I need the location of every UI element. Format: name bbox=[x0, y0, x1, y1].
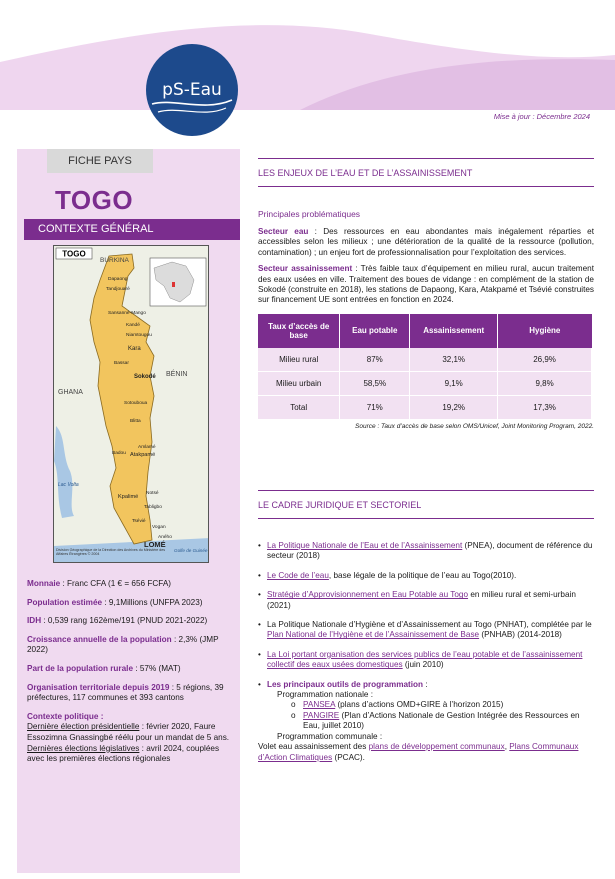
map-credit: Division Géographique de la Direction des Archives du Ministère des Affaires Étrangères © 2004 bbox=[56, 548, 166, 557]
link-pnea[interactable]: La Politique Nationale de l’Eau et de l’Assainissement bbox=[267, 541, 463, 550]
map-city: Notsé bbox=[146, 491, 159, 496]
table-row bbox=[258, 396, 592, 420]
map-water: Golfe de Guinée bbox=[174, 548, 208, 553]
list-item-text: (juin 2010) bbox=[402, 660, 444, 670]
table-cell: 87% bbox=[340, 348, 410, 372]
map-city: Aného bbox=[158, 535, 172, 540]
enjeux-assainissement-label: Secteur assainissement bbox=[258, 264, 353, 274]
table-cell: 32,1% bbox=[410, 348, 498, 372]
table-cell: 9,1% bbox=[410, 372, 498, 396]
table-cell: Total bbox=[258, 396, 340, 420]
context-title: CONTEXTE GÉNÉRAL bbox=[24, 219, 240, 240]
list-item bbox=[258, 650, 594, 671]
map-city: Kandé bbox=[126, 323, 140, 328]
list-item-text: en milieu rural et semi-urbain (2021) bbox=[267, 590, 576, 610]
prog-pangire: o PANGIRE (Plan d’Actions Nationale de Gestion Intégrée des Ressources en Eau, juillet 2010) bbox=[291, 710, 580, 731]
map-neighbor-benin: BÉNIN bbox=[166, 371, 188, 378]
fact-key: Part de la population rurale bbox=[27, 663, 134, 673]
fact-key: IDH bbox=[27, 616, 42, 626]
logo bbox=[144, 42, 240, 138]
volet-text: Volet eau assainissement des plans de développement communaux, Plans Communaux d’Action Climatiques (PCAC). bbox=[258, 742, 579, 762]
map-svg bbox=[54, 246, 209, 563]
map-city: Tabligbo bbox=[144, 505, 162, 510]
logo-text: pS-Eau bbox=[162, 80, 222, 100]
update-date: Mise à jour : Décembre 2024 bbox=[493, 112, 590, 121]
fact-item bbox=[27, 683, 232, 704]
enjeux-subtitle: Principales problématiques bbox=[258, 209, 361, 219]
fact-item bbox=[27, 598, 232, 609]
table-cell: 17,3% bbox=[498, 396, 592, 420]
togo-map bbox=[53, 245, 209, 563]
map-city: Bassar bbox=[114, 361, 129, 366]
fact-value: : Franc CFA (1 € = 656 FCFA) bbox=[60, 579, 172, 588]
politics-leg-label: Dernières élections législatives bbox=[27, 743, 140, 753]
table-header: Taux d’accès de base bbox=[258, 314, 340, 348]
pcac-text: (PCAC). bbox=[332, 752, 365, 762]
table-cell: 19,2% bbox=[410, 396, 498, 420]
fiche-pays-tab: FICHE PAYS bbox=[47, 149, 153, 173]
link-pdc[interactable]: plans de développement communaux bbox=[368, 742, 505, 752]
politics-block bbox=[27, 712, 232, 765]
country-name: TOGO bbox=[55, 185, 134, 215]
fact-value: : 9,1Millions (UNFPA 2023) bbox=[102, 597, 203, 607]
politics-leg-text: : avril 2024, couplées avec les premières élections régionales bbox=[27, 743, 220, 764]
fact-item bbox=[27, 664, 232, 675]
list-item-programming bbox=[258, 680, 594, 742]
fact-value: : 0,539 rang 162ème/191 (PNUD 2021-2022) bbox=[41, 616, 208, 626]
fact-key: Croissance annuelle de la population bbox=[27, 634, 172, 644]
link-strategie-aep[interactable]: Stratégie d’Approvisionnement en Eau Potable au Togo bbox=[267, 590, 469, 600]
fact-item bbox=[27, 635, 232, 656]
map-neighbor-ghana: GHANA bbox=[58, 389, 83, 396]
header-wave bbox=[0, 0, 615, 110]
prog-nationale: Programmation nationale : bbox=[277, 690, 374, 700]
programming-colon: : bbox=[423, 679, 428, 689]
map-city: Vogan bbox=[152, 525, 166, 530]
fact-value: : 5 régions, 39 préfectures, 117 communes et 393 cantons bbox=[27, 682, 224, 703]
link-pansea[interactable]: PANSEA bbox=[303, 700, 336, 710]
link-loi-2010[interactable]: La Loi portant organisation des services publics de l’eau potable et de l’assainissement collectif des eaux usées domestiques bbox=[267, 649, 583, 670]
table-cell: 9,8% bbox=[498, 372, 592, 396]
programming-title: Les principaux outils de programmation bbox=[267, 679, 424, 689]
table-cell: 26,9% bbox=[498, 348, 592, 372]
table-header: Assainissement bbox=[410, 314, 498, 348]
politics-pres-label: Dernière élection présidentielle bbox=[27, 722, 140, 732]
table-cell: Milieu rural bbox=[258, 348, 340, 372]
map-city: Badou bbox=[112, 451, 126, 456]
list-item bbox=[258, 620, 594, 641]
map-city-lome: LOMÉ bbox=[144, 540, 166, 549]
map-city: Tandjouaré bbox=[106, 287, 130, 292]
facts-list bbox=[27, 579, 232, 773]
list-item-text: , base légale de la politique de l’eau au Togo(2010). bbox=[328, 570, 517, 580]
table-cell: 58,5% bbox=[340, 372, 410, 396]
map-city: Niamtougou bbox=[126, 333, 152, 338]
cadre-section bbox=[258, 490, 594, 763]
map-title: TOGO bbox=[62, 249, 86, 259]
list-item-text: La Politique Nationale d’Hygiène et d’Assainissement au Togo (PNHAT), complétée par le bbox=[267, 620, 592, 630]
enjeux-title: LES ENJEUX DE L’EAU ET DE L’ASSAINISSEMENT bbox=[258, 158, 594, 187]
list-item bbox=[258, 571, 594, 581]
map-city: Blitta bbox=[130, 419, 141, 424]
map-city: Amlamé bbox=[138, 445, 156, 450]
enjeux-eau bbox=[258, 227, 594, 258]
enjeux-assainissement bbox=[258, 264, 594, 306]
politics-pres-text: : février 2020, Faure Essozimna Gnassingbé réélu pour un mandat de 5 ans. bbox=[27, 722, 230, 742]
prog-pansea: o PANSEA (plans d’actions OMD+GIRE à l’horizon 2015) bbox=[291, 700, 504, 710]
table-source: Source : Taux d’accès de base selon OMS/Unicef, Joint Monitoring Program, 2022. bbox=[355, 423, 594, 431]
table-cell: 71% bbox=[340, 396, 410, 420]
list-item bbox=[258, 541, 594, 562]
list-item-text: (PNHAB) (2014-2018) bbox=[479, 630, 562, 640]
map-city: Atakpamé bbox=[130, 452, 156, 458]
map-city: Kara bbox=[128, 346, 141, 352]
map-city: Sansanné-Mango bbox=[108, 311, 146, 316]
map-city: Sotouboua bbox=[124, 401, 148, 406]
fact-value: : 2,3% (JMP 2022) bbox=[27, 634, 219, 655]
enjeux-eau-label: Secteur eau bbox=[258, 227, 309, 236]
table-header: Hygiène bbox=[498, 314, 592, 348]
link-pcac[interactable]: Plans Communaux d’Action Climatiques bbox=[258, 742, 579, 762]
map-city: Tsévié bbox=[132, 519, 146, 524]
link-pnhab[interactable]: Plan National de l’Hygiène et de l’Assainissement de Base bbox=[267, 630, 480, 640]
table-header: Eau potable bbox=[340, 314, 410, 348]
fact-key: Monnaie bbox=[27, 579, 61, 588]
cadre-list bbox=[258, 541, 594, 742]
fact-value: : 57% (MAT) bbox=[133, 663, 181, 673]
access-table bbox=[258, 314, 592, 421]
map-neighbor-burkina: BURKINA bbox=[100, 257, 129, 264]
fact-item bbox=[27, 579, 232, 590]
table-row bbox=[258, 348, 592, 372]
enjeux-eau-text: : Des ressources en eau abondantes mais inégalement réparties et accessibles selon les milieux ; une détérioration de la qualité de la ressource (pollution, contamination) ; un enjeu fort de professionnalisation pour l’exploitation des services. bbox=[258, 227, 595, 257]
link-code-eau[interactable]: Le Code de l’eau bbox=[267, 570, 329, 580]
pseau-logo-icon bbox=[144, 42, 240, 138]
enjeux-section bbox=[258, 158, 594, 430]
map-city: Sokodé bbox=[134, 374, 156, 380]
header-band bbox=[0, 0, 615, 110]
fact-key: Population estimée bbox=[27, 597, 103, 607]
map-city: Kpalimé bbox=[118, 494, 139, 500]
table-row bbox=[258, 372, 592, 396]
table-header-row bbox=[258, 314, 592, 348]
volet-label: Volet eau assainissement des bbox=[258, 742, 369, 752]
list-item-text: (PNEA), document de référence du secteur (2018) bbox=[267, 541, 593, 561]
list-item bbox=[258, 590, 594, 611]
cadre-title: LE CADRE JURIDIQUE ET SECTORIEL bbox=[258, 490, 594, 519]
pansea-text: (plans d’actions OMD+GIRE à l’horizon 2015) bbox=[335, 700, 504, 710]
map-city: Dapaong bbox=[108, 277, 128, 282]
map-water: Lac Volta bbox=[58, 482, 79, 488]
fact-key: Organisation territoriale depuis 2019 bbox=[27, 682, 170, 692]
fact-item bbox=[27, 616, 232, 627]
sidebar bbox=[17, 149, 240, 873]
table-cell: Milieu urbain bbox=[258, 372, 340, 396]
enjeux-assainissement-text: : Très faible taux d’équipement en milieu rural, aucun traitement des eaux usées en ville. Traitement des boues de vidange : en complément de la station de Sokodé (construite en 2018), les stations de Dapaong, Kara, Atakpamé et Tsévié construites sur financement UE sont entrées en fonction en 2024. bbox=[258, 264, 595, 305]
politics-key: Contexte politique : bbox=[27, 711, 104, 721]
link-pangire[interactable]: PANGIRE bbox=[303, 710, 340, 720]
prog-communale: Programmation communale : bbox=[277, 731, 383, 741]
pangire-text: (Plan d’Actions Nationale de Gestion Intégrée des Ressources en Eau, juillet 2010) bbox=[303, 710, 580, 731]
